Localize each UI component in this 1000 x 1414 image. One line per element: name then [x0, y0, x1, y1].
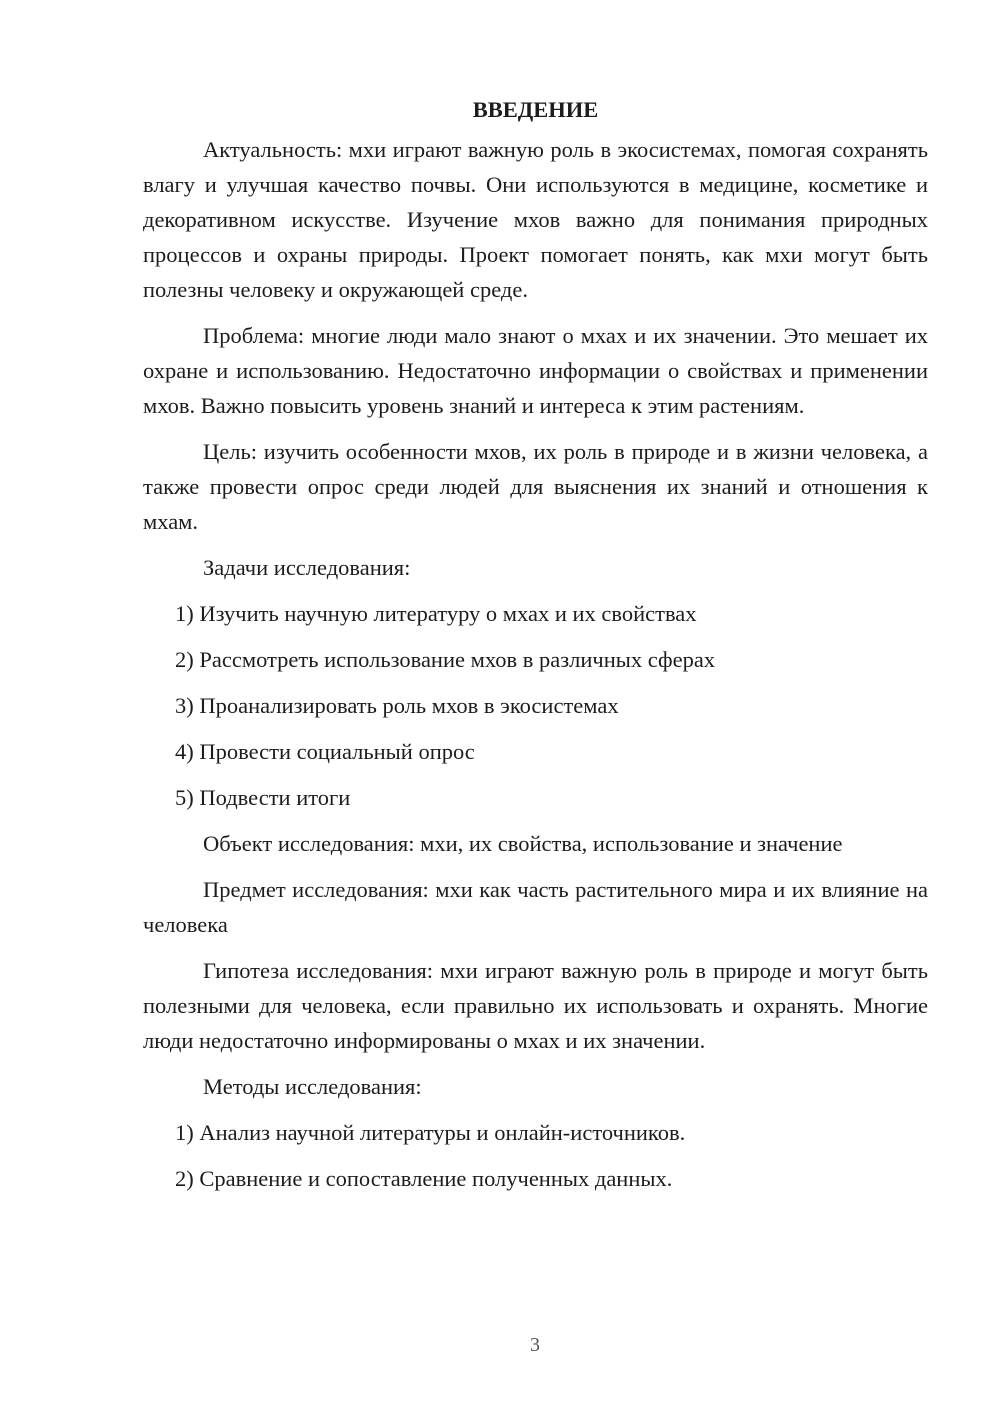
page-content	[143, 92, 928, 1207]
section-title: ВВЕДЕНИЕ	[472, 97, 599, 122]
goal-paragraph: Цель: изучить особенности мхов, их роль в природе и в жизни человека, а также провести опрос среди людей для выяснения их знаний и отношения к мхам.	[143, 439, 928, 534]
page-number: 3	[530, 1334, 540, 1356]
methods-heading: Методы исследования:	[203, 1074, 422, 1099]
tasks-heading: Задачи исследования:	[203, 555, 411, 580]
task-item: 4) Провести социальный опрос	[175, 739, 475, 764]
object-line: Объект исследования: мхи, их свойства, использование и значение	[203, 831, 843, 856]
hypothesis-paragraph: Гипотеза исследования: мхи играют важную роль в природе и могут быть полезными для человека, если правильно их использовать и охранять. Многие люди недостаточно информированы о мхах и их значении.	[143, 958, 928, 1053]
task-item: 2) Рассмотреть использование мхов в различных сферах	[175, 647, 716, 672]
problem-paragraph: Проблема: многие люди мало знают о мхах и их значении. Это мешает их охране и использованию. Недостаточно информации о свойствах и применении мхов. Важно повысить уровень знаний и интереса к этим растениям.	[143, 323, 928, 418]
method-item: 1) Анализ научной литературы и онлайн-источников.	[175, 1120, 686, 1145]
task-item: 1) Изучить научную литературу о мхах и их свойствах	[175, 601, 697, 626]
method-item: 2) Сравнение и сопоставление полученных данных.	[175, 1166, 673, 1191]
subject-paragraph: Предмет исследования: мхи как часть растительного мира и их влияние на человека	[143, 877, 928, 937]
task-item: 5) Подвести итоги	[175, 785, 351, 810]
task-item: 3) Проанализировать роль мхов в экосистемах	[175, 693, 619, 718]
relevance-paragraph: Актуальность: мхи играют важную роль в экосистемах, помогая сохранять влагу и улучшая качество почвы. Они используются в медицине, косметике и декоративном искусстве. Изучение мхов важно для понимания природных процессов и охраны природы. Проект помогает понять, как мхи могут быть полезны человеку и окружающей среде.	[143, 137, 928, 302]
